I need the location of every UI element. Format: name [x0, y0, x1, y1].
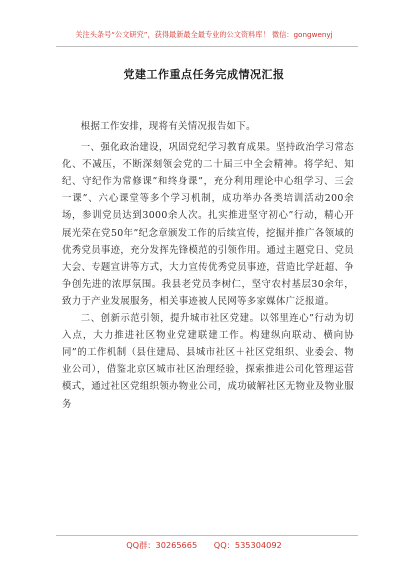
paragraph-section-1: 一、强化政治建设，巩固党纪学习教育成果。坚持政治学习常态化、不减压，不断深刻领会党的二十届三中全会精神。将学纪、知纪、守纪作为常修课”和终身课”，充分利用理论中心组学习、三会一课”、六心课堂等多个学习机制，成功举办各类培训活动200余场，参训党员达到3000余人次。扎实推进坚守初心”行动，精心开展光荣在党50年”纪念章颁发工作的后续宣传，挖掘并推广各领域的优秀党员事迹，充分发挥先锋模范的引领作用。通过主题党日、党员大会、专题宣讲等方式，大力宣传优秀党员事迹，营造比学赶超、争争创先进的浓厚氛围。我县老党员李树仁，坚守农村基层30余年，致力于产业发展服务，相关事迹被人民网等多家媒体广泛报道。	[62, 142, 354, 307]
document-title: 党建工作重点任务完成情况汇报	[123, 68, 285, 81]
paragraph-intro: 根据工作安排，现将有关情况报告如下。	[80, 121, 256, 132]
qq-group-number: QQ群：30265665	[126, 540, 198, 550]
header-banner: 关注头条号“公文研究”，获得最新最全最专业的公文资料库！ 微信：gongwenyj	[75, 30, 333, 39]
qq-number: QQ：535304092	[213, 540, 282, 550]
footer-contact	[0, 540, 408, 551]
document-body	[62, 118, 354, 413]
header-divider	[56, 46, 358, 47]
paragraph-section-2: 二、创新示范引领，提升城市社区党建。以邻里连心”行动为切入点，大力推进社区物业党建联建工作。构建纵向联动、横向协同”的工作机制（县住建局、县城市社区＋社区党组织、业委会、物业公司），借鉴北京区城市社区治理经验，探索推进公司化管理运营模式，通过社区党组织领办物业公司，成功破解社区无物业及物业服务	[62, 313, 354, 410]
footer-divider	[56, 535, 358, 536]
